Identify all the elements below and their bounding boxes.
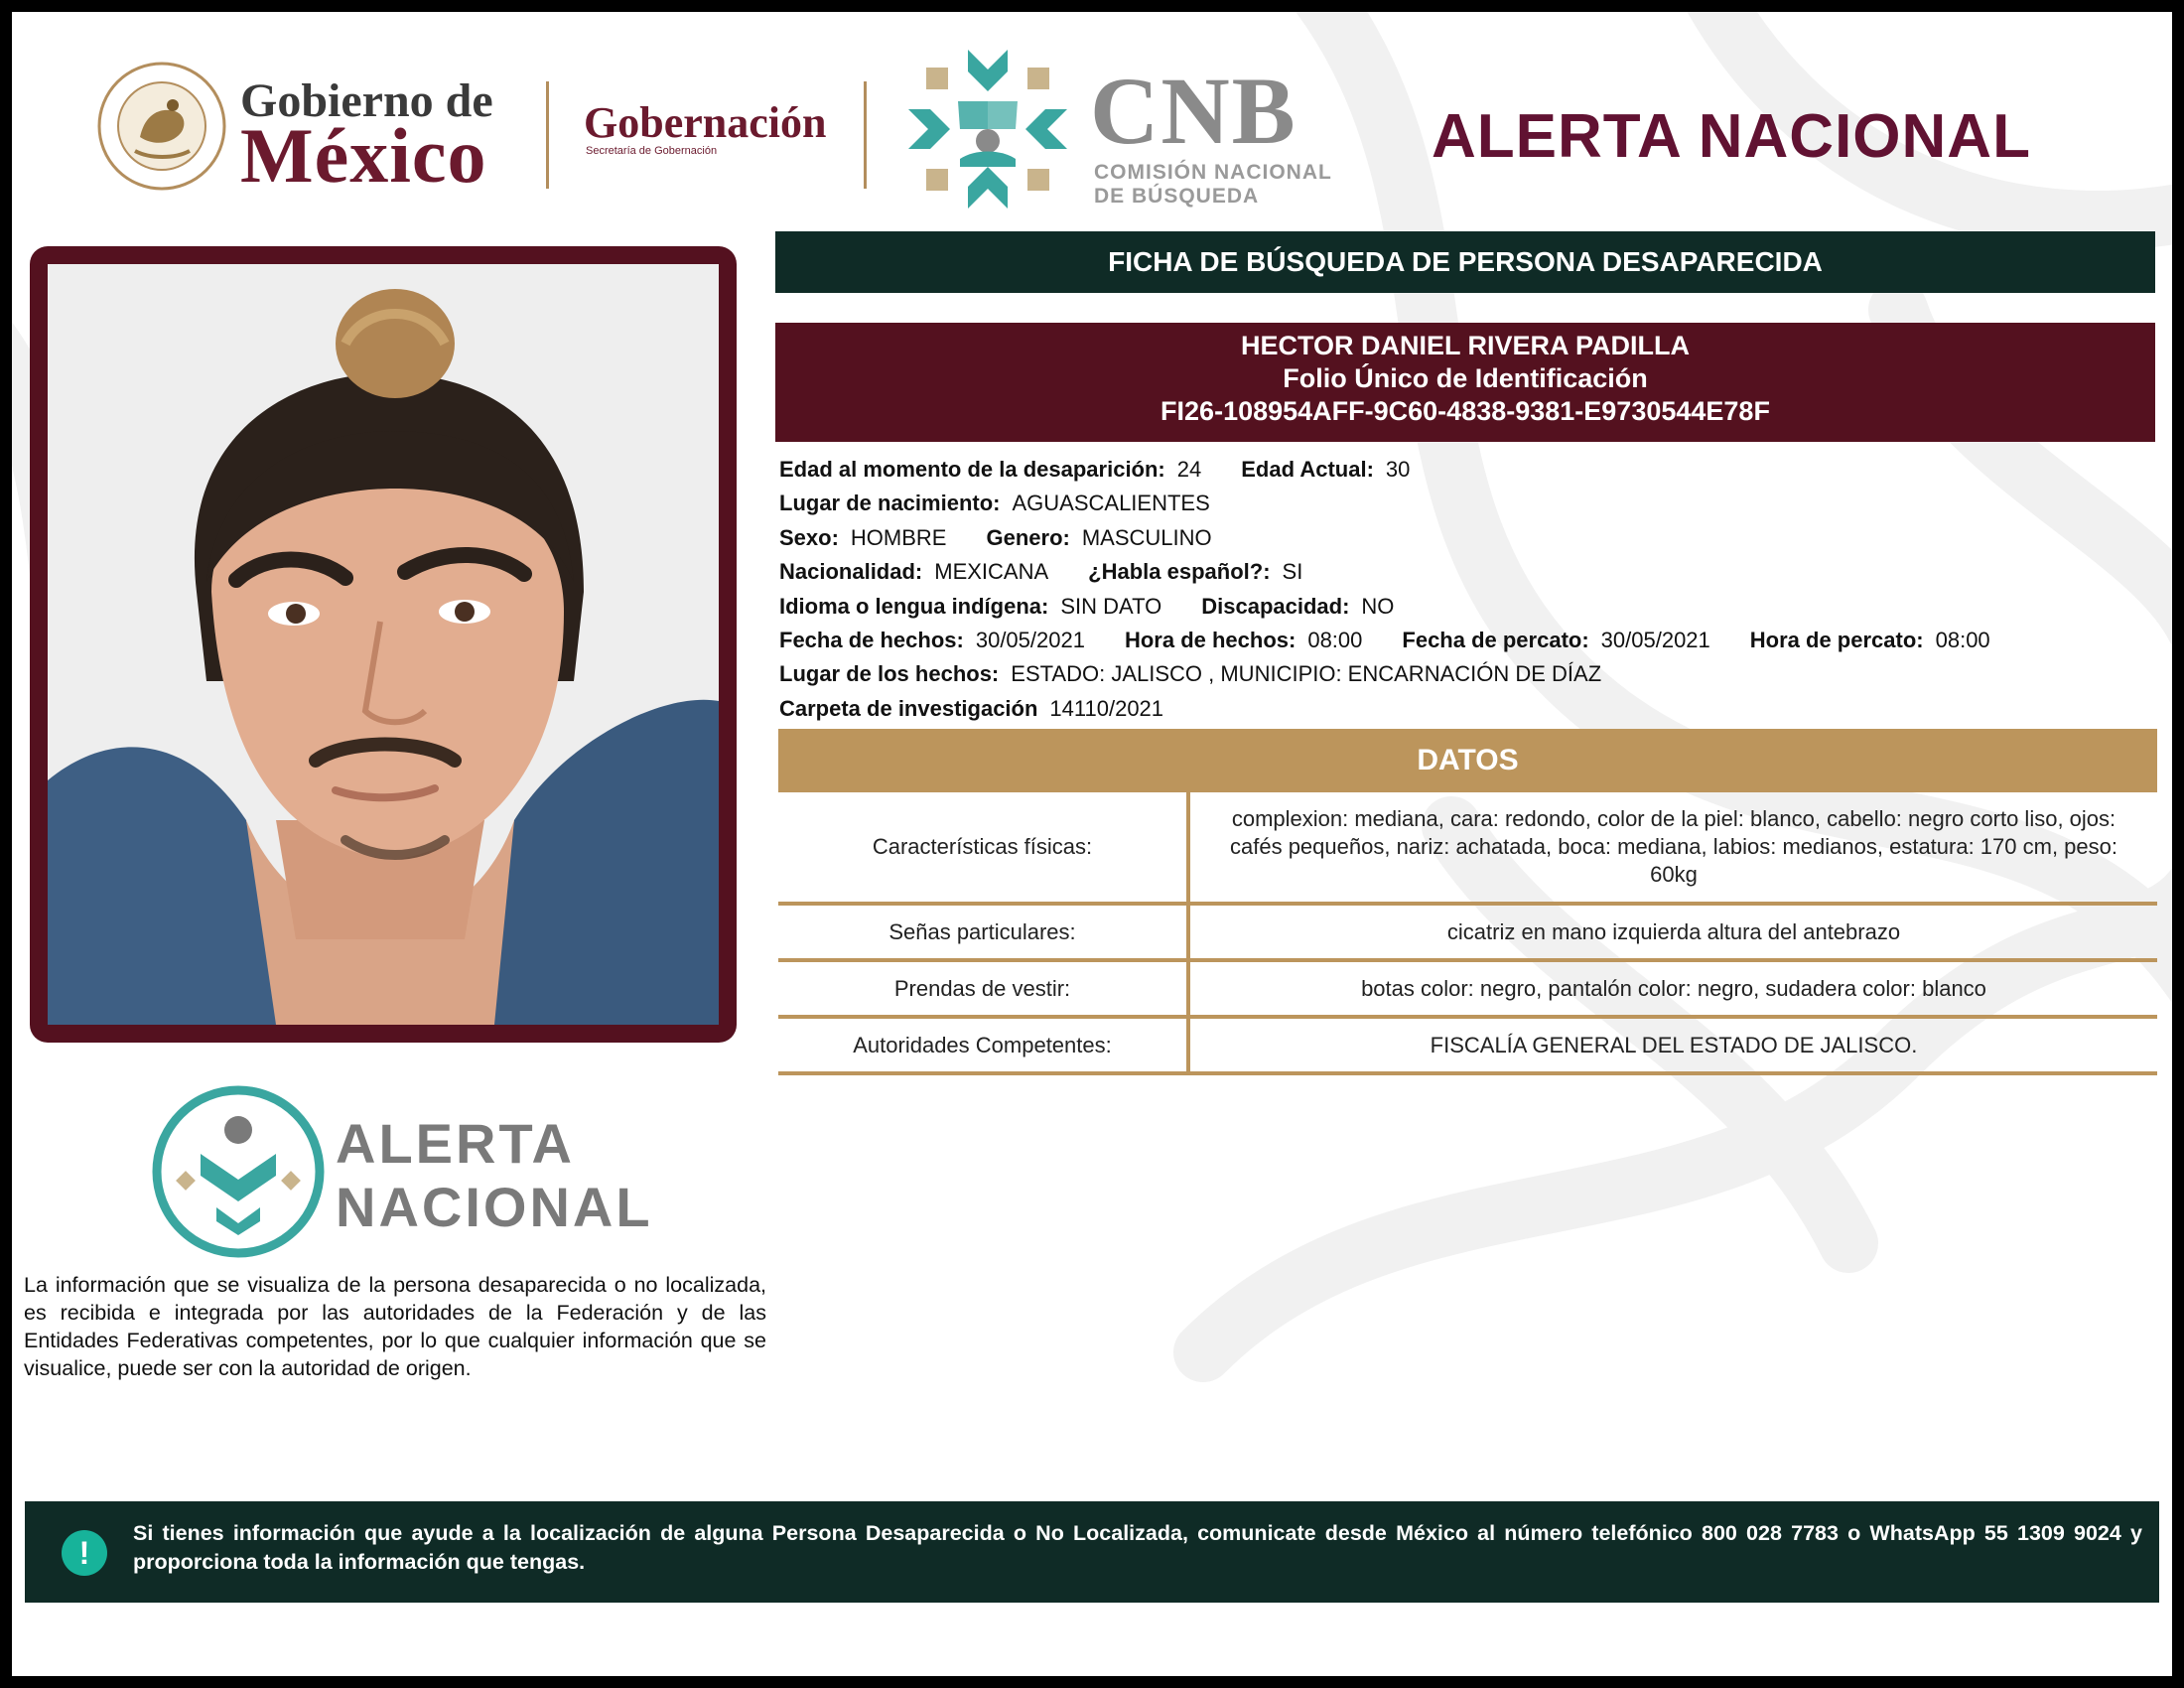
info-row xyxy=(779,624,2159,657)
carpeta-value: 14110/2021 xyxy=(1049,695,1164,721)
folio-label: Folio Único de Identificación xyxy=(1283,363,1648,393)
photo-frame xyxy=(30,246,737,1043)
cnb-subtitle-line1: COMISIÓN NACIONAL xyxy=(1094,161,1332,184)
person-info xyxy=(779,453,2159,726)
mexico-text: México xyxy=(240,112,487,199)
discapacidad-value: NO xyxy=(1361,593,1395,619)
info-row xyxy=(779,487,2159,520)
sexo-label: Sexo: xyxy=(779,524,839,550)
nacionalidad-value: MEXICANA xyxy=(934,559,1049,585)
missing-person-photo xyxy=(48,264,719,1025)
lugar-hechos-label: Lugar de los hechos: xyxy=(779,661,1000,687)
footer-contact-text: Si tienes información que ayude a la localización de alguna Persona Desaparecida o No Localizada, comunicate desde México al número telefónico 800 028 7783 o WhatsApp 55 1309 9024 y proporciona toda la información que tengas. xyxy=(133,1521,2142,1574)
table-row-value: FISCALÍA GENERAL DEL ESTADO DE JALISCO. xyxy=(1430,1032,1918,1057)
info-row xyxy=(779,590,2159,624)
fecha-hechos-value: 30/05/2021 xyxy=(975,627,1085,652)
header-divider xyxy=(546,81,549,189)
gobierno-de-text: Gobierno de xyxy=(240,74,493,127)
info-row xyxy=(779,692,2159,726)
alerta-nacional-logo-icon xyxy=(151,1084,326,1259)
hora-hechos-value: 08:00 xyxy=(1307,627,1363,652)
table-row-value: complexion: mediana, cara: redondo, color de la piel: blanco, cabello: negro corto liso, ojos: cafés pequeños, nariz: achatada, boca: mediana, labios: medianos, estatura: 170 cm, peso: 60kg xyxy=(1230,806,2117,887)
table-row xyxy=(778,962,2157,1019)
cnb-title: CNB xyxy=(1090,58,1297,164)
edad-actual-value: 30 xyxy=(1385,457,1411,482)
table-row xyxy=(778,1019,2157,1075)
discapacidad-label: Discapacidad: xyxy=(1201,593,1350,619)
nacionalidad-label: Nacionalidad: xyxy=(779,559,923,585)
gobernacion-title: Gobernación xyxy=(584,98,827,147)
info-row xyxy=(779,657,2159,691)
table-row xyxy=(778,906,2157,962)
table-row-label: Características físicas: xyxy=(778,792,1190,902)
gobernacion-subtitle: Secretaría de Gobernación xyxy=(586,145,718,157)
disclaimer-text: La información que se visualiza de la persona desaparecida o no localizada, es recibida e integrada por las autoridades de la Federación y de las Entidades Federativas competentes, por lo que cualquier información que se visualice, puede ser con la autoridad de origen. xyxy=(24,1273,766,1380)
idioma-value: SIN DATO xyxy=(1060,593,1162,619)
alerta-logo-line1: ALERTA xyxy=(336,1112,575,1175)
table-row-value: cicatriz en mano izquierda altura del antebrazo xyxy=(1446,918,1901,944)
alerta-nacional-logo-text xyxy=(336,1112,653,1239)
table-row xyxy=(778,792,2157,906)
info-row xyxy=(779,555,2159,589)
fecha-percato-value: 30/05/2021 xyxy=(1600,627,1710,652)
table-row-value: botas color: negro, pantalón color: negro, sudadera color: blanco xyxy=(1361,975,1986,1001)
folio-number: FI26-108954AFF-9C60-4838-9381-E9730544E78F xyxy=(1160,396,1770,426)
table-row-label: Prendas de vestir: xyxy=(778,962,1190,1015)
edad-actual-label: Edad Actual: xyxy=(1241,457,1374,482)
footer-banner xyxy=(25,1501,2159,1603)
sexo-value: HOMBRE xyxy=(850,524,947,550)
alert-poster xyxy=(12,12,2172,1676)
habla-espanol-label: ¿Habla español?: xyxy=(1088,559,1271,585)
info-row xyxy=(779,521,2159,555)
lugar-hechos-value: ESTADO: JALISCO , MUNICIPIO: ENCARNACIÓN DE DÍAZ xyxy=(1011,661,1602,687)
fecha-percato-label: Fecha de percato: xyxy=(1402,627,1589,652)
table-row-label: Autoridades Competentes: xyxy=(778,1019,1190,1071)
lugar-nacimiento-label: Lugar de nacimiento: xyxy=(779,491,1001,516)
idioma-label: Idioma o lengua indígena: xyxy=(779,593,1049,619)
person-identity-box xyxy=(775,323,2155,442)
alerta-logo-line2: NACIONAL xyxy=(336,1176,653,1238)
table-row-label: Señas particulares: xyxy=(778,906,1190,958)
edad-desaparicion-label: Edad al momento de la desaparición: xyxy=(779,457,1165,482)
person-portrait-image xyxy=(48,264,719,1025)
datos-header: DATOS xyxy=(778,729,2157,792)
national-seal-icon xyxy=(95,60,228,193)
exclamation-icon: ! xyxy=(62,1530,107,1576)
genero-value: MASCULINO xyxy=(1081,524,1212,550)
cnb-subtitle xyxy=(1094,161,1352,209)
ficha-title-bar: FICHA DE BÚSQUEDA DE PERSONA DESAPARECIDA xyxy=(775,231,2155,293)
fecha-hechos-label: Fecha de hechos: xyxy=(779,627,964,652)
edad-desaparicion-value: 24 xyxy=(1176,457,1202,482)
alerta-nacional-title: ALERTA NACIONAL xyxy=(1432,102,2031,171)
header-divider xyxy=(864,81,867,189)
cnb-logo-icon xyxy=(900,42,1075,216)
carpeta-label: Carpeta de investigación xyxy=(779,695,1038,721)
person-name: HECTOR DANIEL RIVERA PADILLA xyxy=(1240,331,1691,360)
habla-espanol-value: SI xyxy=(1282,559,1303,585)
info-row xyxy=(779,453,2159,487)
hora-hechos-label: Hora de hechos: xyxy=(1124,627,1297,652)
hora-percato-label: Hora de percato: xyxy=(1749,627,1924,652)
hora-percato-value: 08:00 xyxy=(1935,627,1990,652)
genero-label: Genero: xyxy=(986,524,1070,550)
lugar-nacimiento-value: AGUASCALIENTES xyxy=(1012,491,1210,516)
cnb-subtitle-line2: DE BÚSQUEDA xyxy=(1094,185,1260,208)
